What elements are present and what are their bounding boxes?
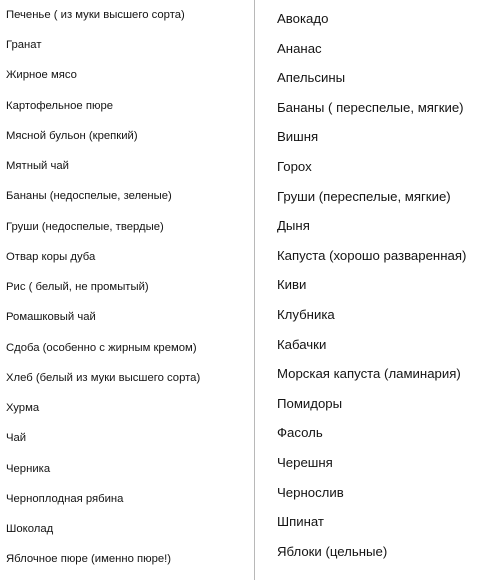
left-list-item: Картофельное пюре xyxy=(6,100,114,112)
right-list-item: Яблоки (цельные) xyxy=(277,544,388,559)
right-list-item: Авокадо xyxy=(277,11,329,26)
left-list-item: Жирное мясо xyxy=(6,69,77,81)
right-list-item: Морская капуста (ламинария) xyxy=(277,366,461,381)
right-list-item: Чернослив xyxy=(277,485,344,500)
right-list-item: Шпинат xyxy=(277,514,324,529)
left-list-item: Хурма xyxy=(6,402,40,414)
left-list-item: Сдоба (особенно с жирным кремом) xyxy=(6,342,197,354)
right-list-item: Груши (переспелые, мягкие) xyxy=(277,189,451,204)
right-list-item: Черешня xyxy=(277,455,333,470)
left-list-item: Шоколад xyxy=(6,523,54,535)
column-divider xyxy=(254,0,255,580)
left-list-item: Груши (недоспелые, твердые) xyxy=(6,221,164,233)
right-list-item: Апельсины xyxy=(277,70,346,85)
right-list-item: Клубника xyxy=(277,307,335,322)
right-list-item: Дыня xyxy=(277,218,310,233)
left-list-item: Рис ( белый, не промытый) xyxy=(6,281,149,293)
left-list-item: Черноплодная рябина xyxy=(6,493,124,505)
left-list-item: Отвар коры дуба xyxy=(6,251,96,263)
left-list-item: Печенье ( из муки высшего сорта) xyxy=(6,9,185,21)
right-list-item: Киви xyxy=(277,277,307,292)
right-list-item: Вишня xyxy=(277,129,319,144)
left-list-item: Хлеб (белый из муки высшего сорта) xyxy=(6,372,201,384)
left-list-item: Гранат xyxy=(6,39,42,51)
right-list-item: Горох xyxy=(277,159,312,174)
right-list-item: Бананы ( переспелые, мягкие) xyxy=(277,100,464,115)
right-list-item: Фасоль xyxy=(277,425,323,440)
left-list-item: Яблочное пюре (именно пюре!) xyxy=(6,553,172,565)
right-list-item: Помидоры xyxy=(277,396,343,411)
right-list-item: Кабачки xyxy=(277,337,327,352)
left-list-item: Черника xyxy=(6,463,51,475)
left-list-item: Мясной бульон (крепкий) xyxy=(6,130,138,142)
right-list-item: Ананас xyxy=(277,41,322,56)
left-list-item: Ромашковый чай xyxy=(6,311,96,323)
right-list-item: Капуста (хорошо разваренная) xyxy=(277,248,467,263)
left-list-item: Чай xyxy=(6,432,27,444)
left-list-item: Мятный чай xyxy=(6,160,69,172)
left-list-item: Бананы (недоспелые, зеленые) xyxy=(6,190,172,202)
